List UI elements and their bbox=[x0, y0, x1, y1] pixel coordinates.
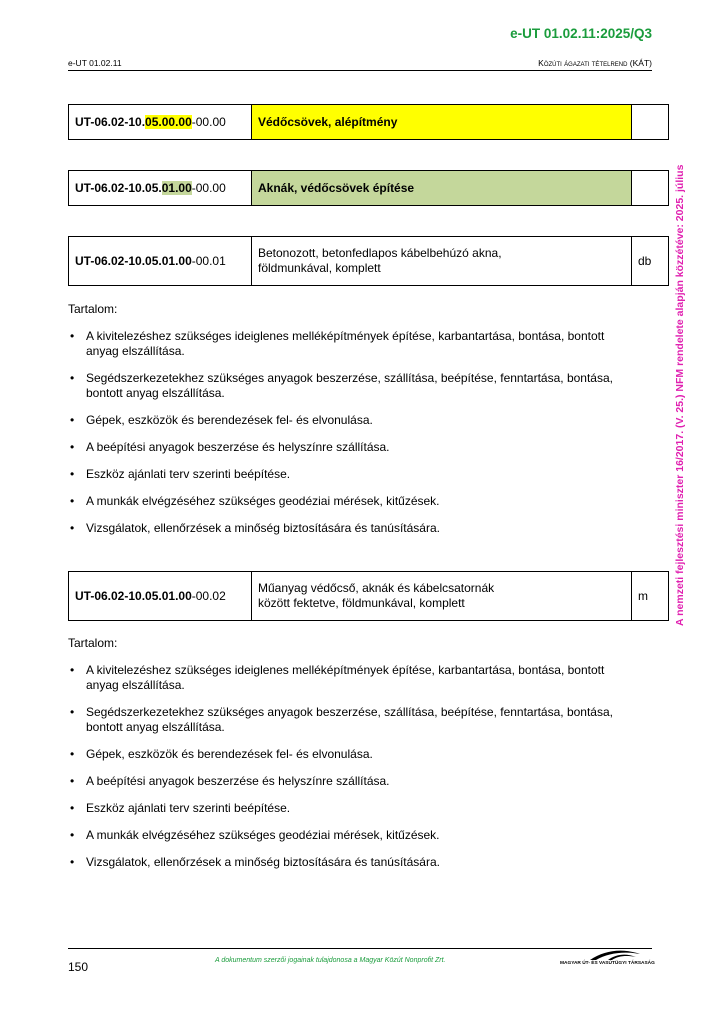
list-item: • Vizsgálatok, ellenőrzések a minőség biztosítására és tanúsítására. bbox=[68, 521, 628, 536]
list-item: • A beépítési anyagok beszerzése és helyszínre szállítása. bbox=[68, 440, 628, 455]
group-1-unit bbox=[632, 105, 669, 140]
item-1-contents-list bbox=[68, 329, 628, 548]
list-item: • Gépek, eszközök és berendezések fel- és elvonulása. bbox=[68, 747, 628, 762]
list-item: • A munkák elvégzéséhez szükséges geodéziai mérések, kitűzések. bbox=[68, 494, 628, 509]
item-1-code: UT-06.02-10.05.01.00-00.01 bbox=[69, 237, 252, 286]
item-2-code: UT-06.02-10.05.01.00-00.02 bbox=[69, 572, 252, 621]
item-2-unit: m bbox=[632, 572, 669, 621]
item-1-description: Betonozott, betonfedlapos kábelbehúzó akna, földmunkával, komplett bbox=[252, 237, 632, 286]
group-2-code: UT-06.02-10.05.01.00-00.00 bbox=[69, 171, 252, 206]
item-2-contents-list bbox=[68, 663, 628, 882]
header-right-text: Közúti ágazati tételrend (KÁT) bbox=[538, 58, 652, 68]
list-item: • A kivitelezéshez szükséges ideiglenes melléképítmények építése, karbantartása, bontása, bontott anyag elszállítása. bbox=[68, 329, 628, 359]
item-2-contents-label: Tartalom: bbox=[68, 636, 118, 650]
list-item: • Vizsgálatok, ellenőrzések a minőség biztosítására és tanúsítására. bbox=[68, 855, 628, 870]
list-item: • Segédszerkezetekhez szükséges anyagok beszerzése, szállítása, beépítése, fenntartása, bontása, bontott anyag elszállítása. bbox=[68, 371, 628, 401]
organization-logo bbox=[560, 948, 655, 970]
copyright-notice: A dokumentum szerzői jogainak tulajdonosa a Magyar Közút Nonprofit Zrt. bbox=[215, 957, 446, 964]
list-item: • A beépítési anyagok beszerzése és helyszínre szállítása. bbox=[68, 774, 628, 789]
item-2-description: Műanyag védőcső, aknák és kábelcsatornák között fektetve, földmunkával, komplett bbox=[252, 572, 632, 621]
header-right bbox=[538, 58, 652, 68]
item-row-1 bbox=[68, 236, 669, 286]
group-2-unit bbox=[632, 171, 669, 206]
group-2-title: Aknák, védőcsövek építése bbox=[252, 171, 632, 206]
list-item: • A munkák elvégzéséhez szükséges geodéziai mérések, kitűzések. bbox=[68, 828, 628, 843]
item-1-contents-label: Tartalom: bbox=[68, 302, 118, 316]
group-row-1 bbox=[68, 104, 669, 140]
side-publication-note: A nemzeti fejlesztési miniszter 16/2017. (V. 25.) NFM rendelete alapján közzétéve: 2025. július bbox=[674, 164, 686, 626]
list-item: • A kivitelezéshez szükséges ideiglenes melléképítmények építése, karbantartása, bontása, bontott anyag elszállítása. bbox=[68, 663, 628, 693]
document-code: e-UT 01.02.11:2025/Q3 bbox=[510, 26, 652, 41]
group-row-2 bbox=[68, 170, 669, 206]
header-left: e-UT 01.02.11 bbox=[68, 58, 122, 68]
header-divider bbox=[68, 70, 652, 71]
item-1-unit: db bbox=[632, 237, 669, 286]
group-1-title: Védőcsövek, alépítmény bbox=[252, 105, 632, 140]
list-item: • Gépek, eszközök és berendezések fel- és elvonulása. bbox=[68, 413, 628, 428]
item-row-2 bbox=[68, 571, 669, 621]
list-item: • Eszköz ajánlati terv szerinti beépítése. bbox=[68, 801, 628, 816]
page-number: 150 bbox=[68, 960, 89, 974]
group-1-code: UT-06.02-10.05.00.00-00.00 bbox=[69, 105, 252, 140]
road-swoosh-icon bbox=[560, 948, 652, 962]
list-item: • Segédszerkezetekhez szükséges anyagok beszerzése, szállítása, beépítése, fenntartása, bontása, bontott anyag elszállítása. bbox=[68, 705, 628, 735]
list-item: • Eszköz ajánlati terv szerinti beépítése. bbox=[68, 467, 628, 482]
logo-text: MAGYAR ÚT- ÉS VASÚTÜGYI TÁRSASÁG bbox=[560, 961, 655, 966]
